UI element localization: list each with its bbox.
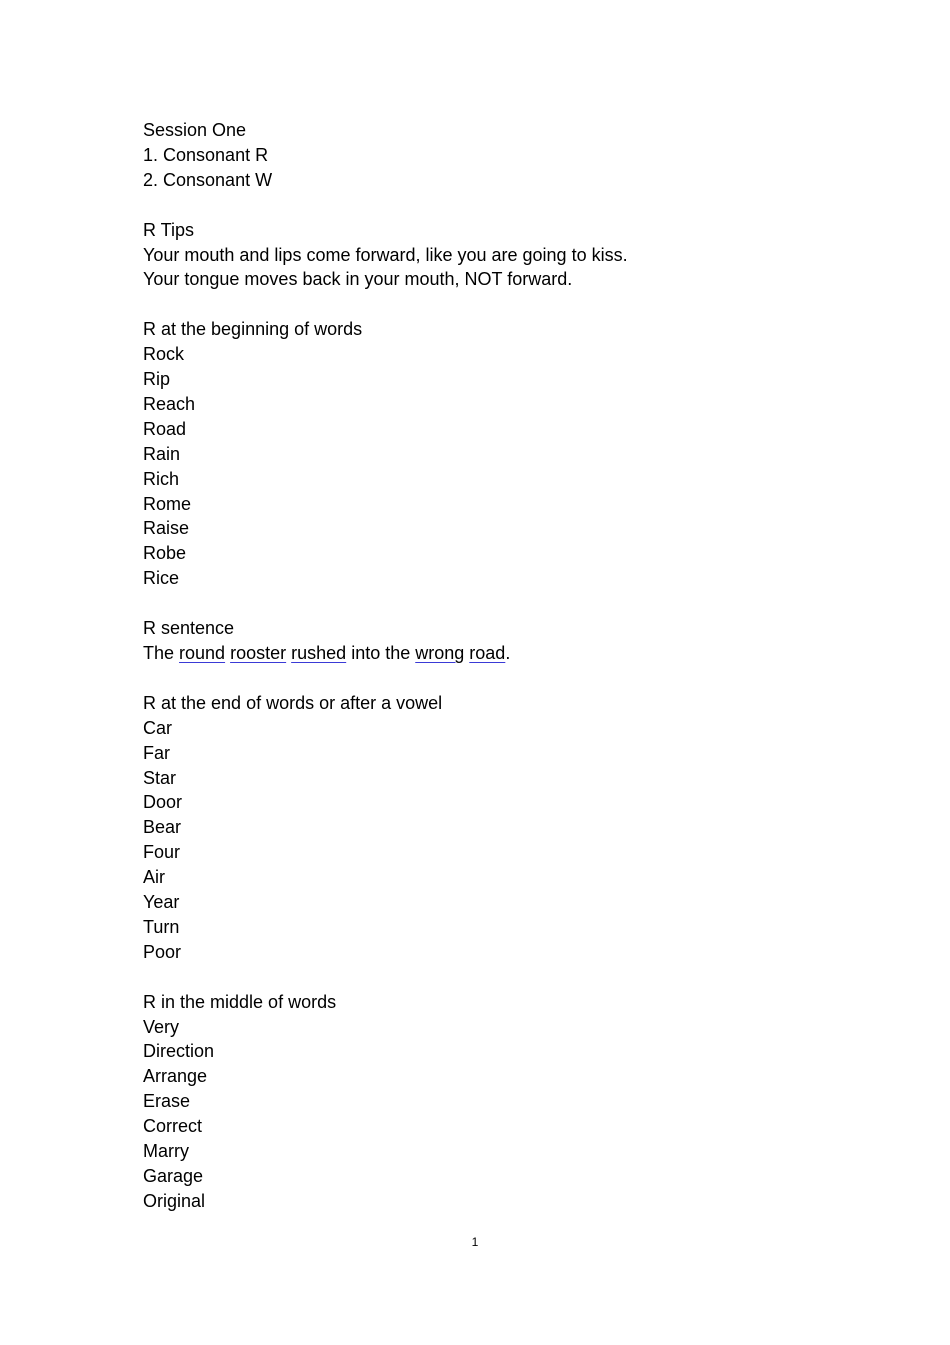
word-list-item: Rock — [143, 344, 185, 365]
document-page — [143, 118, 843, 1214]
sentence-r-word: road — [469, 642, 506, 663]
r-middle-heading: R in the middle of words — [143, 991, 337, 1012]
session-title: Session One — [143, 120, 247, 140]
word-list-item: Very — [143, 1016, 180, 1037]
spacer — [143, 193, 843, 218]
word-list-item: Star — [143, 767, 177, 788]
word-list-item: Arrange — [143, 1066, 208, 1087]
word-list-item: Car — [143, 717, 173, 738]
word-list-item: Marry — [143, 1141, 189, 1162]
word-list-item: Rain — [143, 443, 181, 464]
word-list-item: Far — [143, 742, 170, 763]
sentence-r-word: round — [179, 642, 226, 663]
sentence-r-word: rushed — [291, 642, 347, 663]
sentence-fragment: into the — [346, 642, 416, 663]
r-tips-line-2: Your tongue moves back in your mouth, NOT forward. — [143, 269, 573, 290]
session-item-2: 2. Consonant W — [143, 169, 273, 190]
word-list-item: Reach — [143, 393, 196, 414]
word-list-item: Four — [143, 842, 181, 863]
sentence-fragment: The — [143, 642, 180, 663]
sentence-r-word: wrong — [415, 642, 465, 663]
session-item-1: 1. Consonant R — [143, 144, 269, 165]
page-number: 1 — [471, 1235, 479, 1249]
r-end-heading: R at the end of words or after a vowel — [143, 692, 443, 713]
r-tips-line-1: Your mouth and lips come forward, like you are going to kiss. — [143, 244, 628, 265]
spacer — [143, 591, 843, 616]
word-list-item: Poor — [143, 941, 182, 962]
sentence-r-word: rooster — [230, 642, 287, 663]
sentence-fragment: . — [505, 642, 511, 663]
spacer — [143, 965, 843, 990]
word-list-item: Air — [143, 867, 165, 888]
word-list-item: Garage — [143, 1165, 204, 1186]
word-list-item: Rip — [143, 369, 171, 390]
r-sentence-heading: R sentence — [143, 618, 235, 639]
spacer — [143, 292, 843, 317]
r-sentence-text — [143, 641, 843, 666]
word-list-item: Rice — [143, 568, 180, 589]
word-list-item: Original — [143, 1190, 206, 1211]
word-list-item: Rich — [143, 468, 180, 489]
spacer — [143, 666, 843, 691]
word-list-item: Turn — [143, 916, 180, 937]
word-list-item: Road — [143, 418, 187, 439]
word-list-item: Direction — [143, 1041, 215, 1062]
word-list-item: Bear — [143, 817, 182, 838]
word-list-item: Rome — [143, 493, 192, 514]
word-list-item: Robe — [143, 543, 187, 564]
r-beginning-heading: R at the beginning of words — [143, 319, 363, 340]
word-list-item: Year — [143, 892, 180, 913]
r-tips-heading: R Tips — [143, 219, 195, 240]
word-list-item: Correct — [143, 1116, 203, 1137]
word-list-item: Door — [143, 792, 183, 813]
word-list-item: Raise — [143, 518, 190, 539]
word-list-item: Erase — [143, 1091, 191, 1112]
